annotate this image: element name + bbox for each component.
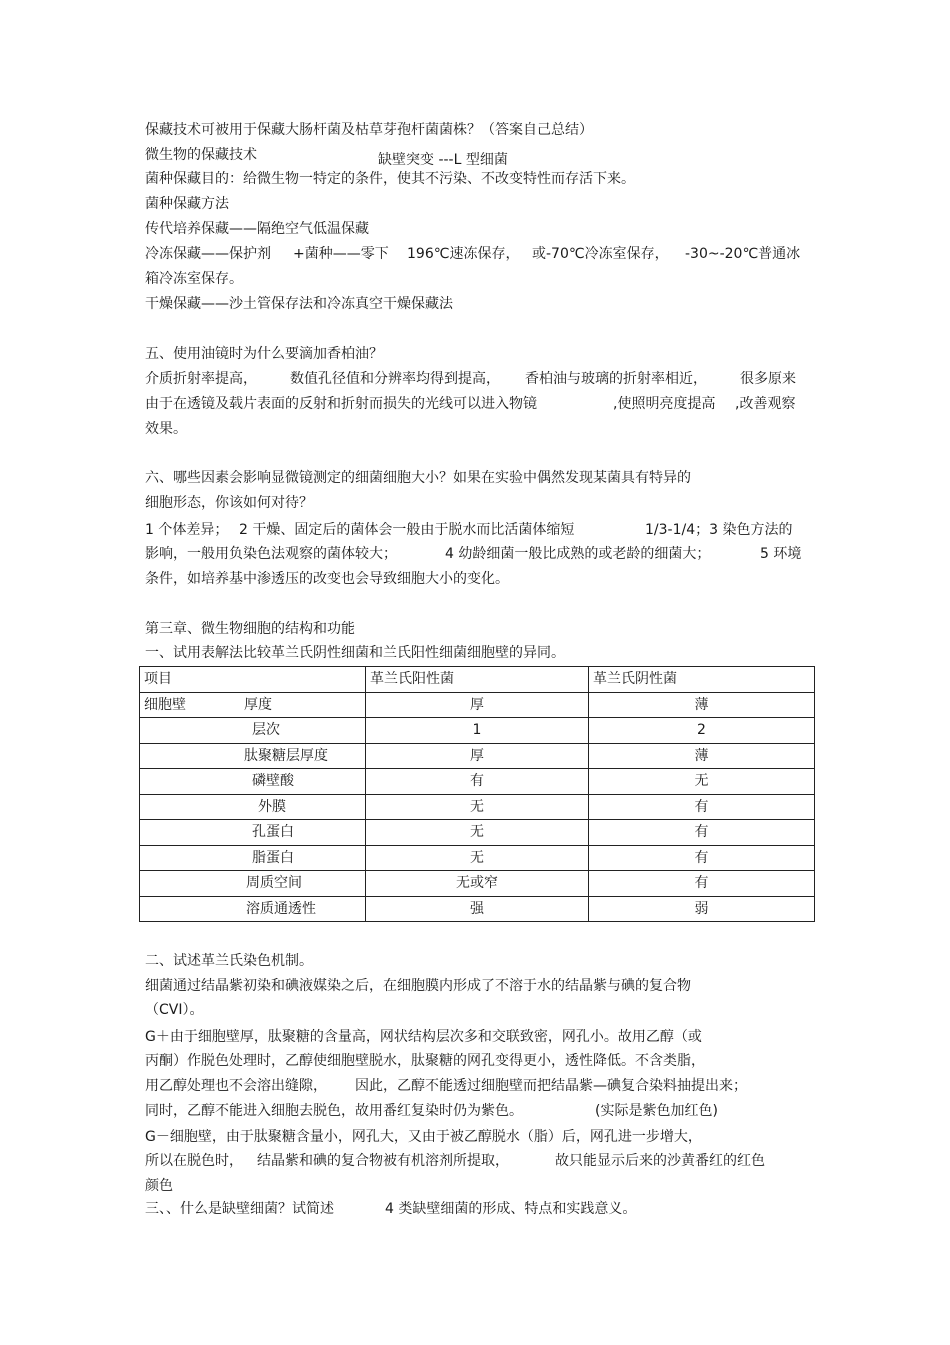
- text-span: 因此，乙醇不能透过细胞壁而把结晶紫—碘复合染料抽提出来；: [355, 1078, 747, 1094]
- chapter-heading: 第三章、微生物细胞的结构和功能: [145, 621, 355, 637]
- text-span: 数值孔径值和分辨率均得到提高，: [290, 371, 500, 387]
- text-line: [145, 545, 802, 563]
- cell-negative: 薄: [589, 743, 815, 769]
- row-item: 层次: [140, 718, 366, 744]
- text-span: 故只能显示后来的沙黄番红的红色: [555, 1153, 765, 1169]
- text-span: ,使照明亮度提高: [613, 396, 716, 412]
- text-line: [145, 370, 796, 388]
- text-line: 颜色: [145, 1178, 173, 1194]
- text-span: -30~-20℃普通冰: [685, 246, 801, 262]
- text-line: [145, 395, 796, 413]
- row-item-label: 厚度: [244, 696, 272, 713]
- text-line: G－细胞壁，由于肽聚糖含量小，网孔大，又由于被乙醇脱水（脂）后，网孔进一步增大，: [145, 1129, 702, 1145]
- cell-negative: 薄: [589, 692, 815, 718]
- table-row: [140, 794, 815, 820]
- row-item: 孔蛋白: [140, 820, 366, 846]
- text-line: 丙酮）作脱色处理时，乙醇使细胞壁脱水，肽聚糖的网孔变得更小，透性降低。不含类脂，: [145, 1053, 705, 1069]
- text-span: 1 个体差异；: [145, 522, 229, 538]
- text-line: 菌种保藏目的：给微生物一特定的条件，使其不污染、不改变特性而存活下来。: [145, 171, 635, 187]
- text-span: 由于在透镜及载片表面的反射和折射而损失的光线可以进入物镜: [145, 396, 537, 412]
- row-item: 溶质通透性: [140, 896, 366, 922]
- cell-negative: 有: [589, 871, 815, 897]
- cell-negative: 弱: [589, 896, 815, 922]
- text-span: 或-70℃冷冻室保存，: [532, 246, 669, 262]
- row-item: 脂蛋白: [140, 845, 366, 871]
- text-line: 箱冷冻室保存。: [145, 271, 243, 287]
- cell-negative: 有: [589, 845, 815, 871]
- table-row: [140, 871, 815, 897]
- row-item: [140, 692, 366, 718]
- text-span: (实际是紫色加红色): [595, 1103, 718, 1119]
- text-line: 传代培养保藏——隔绝空气低温保藏: [145, 221, 369, 237]
- text-line: （CVI）。: [145, 1002, 204, 1018]
- text-span: 三、、什么是缺壁细菌？试简述: [145, 1201, 334, 1217]
- cell-positive: 无: [366, 794, 589, 820]
- cell-positive: 无: [366, 820, 589, 846]
- cell-positive: 无或窄: [366, 871, 589, 897]
- text-span: ,改善观察: [735, 396, 796, 412]
- text-line: 缺壁突变 ---L 型细菌: [378, 152, 508, 168]
- text-line: 条件，如培养基中渗透压的改变也会导致细胞大小的变化。: [145, 571, 509, 587]
- cell-negative: 有: [589, 820, 815, 846]
- table-header-row: [140, 667, 815, 693]
- text-span: 冷冻保藏——保护剂: [145, 246, 271, 262]
- text-line: 保藏技术可被用于保藏大肠杆菌及枯草芽孢杆菌菌株？（答案自己总结）: [145, 122, 593, 138]
- text-line: [145, 521, 793, 539]
- text-line: 微生物的保藏技术: [145, 147, 257, 163]
- table-row: [140, 896, 815, 922]
- text-span: 影响，一般用负染色法观察的菌体较大；: [145, 546, 397, 562]
- cell-negative: 2: [589, 718, 815, 744]
- header-gram-negative: 革兰氏阴性菌: [589, 667, 815, 693]
- row-item: 周质空间: [140, 871, 366, 897]
- header-item: 项目: [140, 667, 366, 693]
- text-line: G＋由于细胞壁厚，肽聚糖的含量高，网状结构层次多和交联致密，网孔小。故用乙醇（或: [145, 1029, 702, 1045]
- text-span: 很多原来: [740, 371, 796, 387]
- text-line: [145, 1152, 765, 1170]
- table-row: [140, 743, 815, 769]
- question-heading: 二、试述革兰氏染色机制。: [145, 953, 313, 969]
- text-line: 菌种保藏方法: [145, 196, 229, 212]
- question-heading: [145, 1200, 637, 1218]
- text-line: [145, 245, 801, 263]
- table-row: [140, 692, 815, 718]
- question-heading: 细胞形态，你该如何对待？: [145, 495, 313, 511]
- text-line: 干燥保藏——沙土管保存法和冷冻真空干燥保藏法: [145, 296, 453, 312]
- table-row: [140, 718, 815, 744]
- text-span: 用乙醇处理也不会溶出缝隙，: [145, 1078, 327, 1094]
- text-span: 4 类缺壁细菌的形成、特点和实践意义。: [385, 1201, 637, 1217]
- text-span: +菌种——零下: [293, 246, 389, 262]
- cell-positive: 有: [366, 769, 589, 795]
- cell-positive: 厚: [366, 743, 589, 769]
- group-label: 细胞壁: [144, 696, 186, 713]
- text-span: 1/3-1/4；3 染色方法的: [645, 522, 793, 538]
- text-span: 香柏油与玻璃的折射率相近，: [525, 371, 707, 387]
- text-line: [145, 1077, 747, 1095]
- text-line: [145, 1102, 718, 1120]
- question-heading: 五、使用油镜时为什么要滴加香柏油？: [145, 346, 383, 362]
- table-row: [140, 769, 815, 795]
- text-span: 结晶紫和碘的复合物被有机溶剂所提取，: [257, 1153, 509, 1169]
- table-row: [140, 845, 815, 871]
- cell-negative: 无: [589, 769, 815, 795]
- table-row: [140, 820, 815, 846]
- text-span: 所以在脱色时，: [145, 1153, 243, 1169]
- text-span: 同时，乙醇不能进入细胞去脱色，故用番红复染时仍为紫色。: [145, 1103, 523, 1119]
- text-line: 细菌通过结晶紫初染和碘液媒染之后，在细胞膜内形成了不溶于水的结晶紫与碘的复合物: [145, 978, 691, 994]
- text-span: 2 干燥、固定后的菌体会一般由于脱水而比活菌体缩短: [239, 522, 575, 538]
- text-line: 效果。: [145, 421, 187, 437]
- text-span: 4 幼龄细菌一般比成熟的或老龄的细菌大；: [445, 546, 711, 562]
- row-item: 磷壁酸: [140, 769, 366, 795]
- header-gram-positive: 革兰氏阳性菌: [366, 667, 589, 693]
- cell-positive: 厚: [366, 692, 589, 718]
- text-span: 介质折射率提高，: [145, 371, 257, 387]
- cell-positive: 无: [366, 845, 589, 871]
- question-heading: 六、哪些因素会影响显微镜测定的细菌细胞大小？如果在实验中偶然发现某菌具有特异的: [145, 470, 691, 486]
- row-item: 外膜: [140, 794, 366, 820]
- cell-wall-comparison-table: [139, 666, 815, 922]
- cell-positive: 1: [366, 718, 589, 744]
- cell-positive: 强: [366, 896, 589, 922]
- row-item: 肽聚糖层厚度: [140, 743, 366, 769]
- text-span: 196℃速冻保存，: [407, 246, 520, 262]
- cell-negative: 有: [589, 794, 815, 820]
- text-span: 5 环境: [760, 546, 802, 562]
- question-heading: 一、试用表解法比较革兰氏阴性细菌和兰氏阳性细菌细胞壁的异同。: [145, 645, 565, 661]
